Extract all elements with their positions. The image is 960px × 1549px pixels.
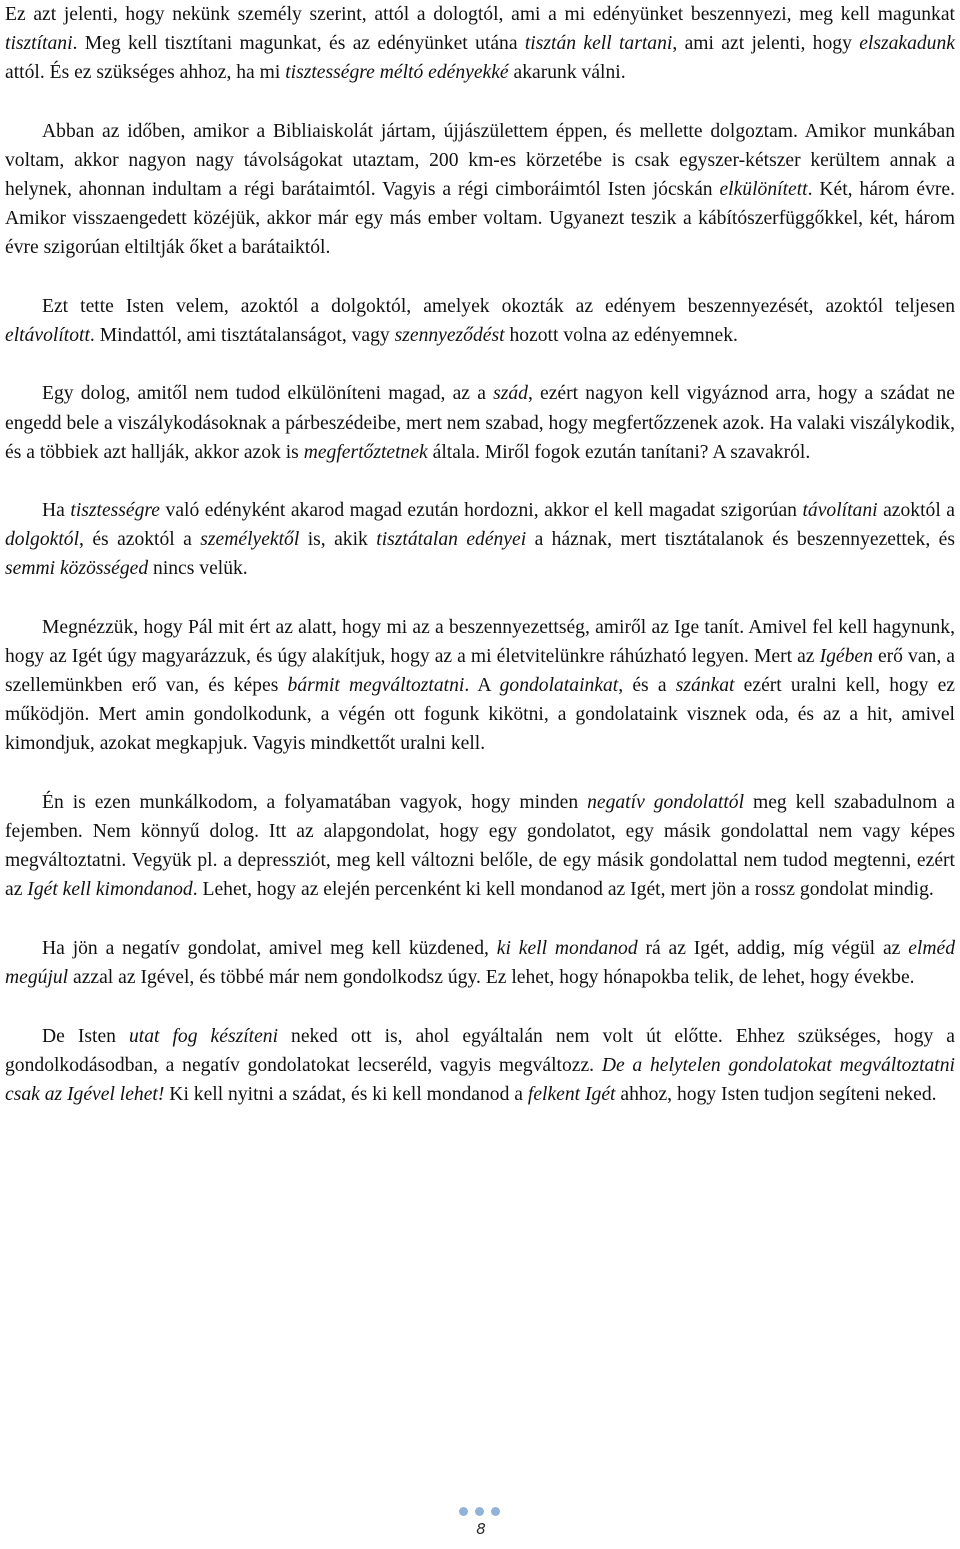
paragraph-4 xyxy=(5,379,955,466)
text-run: . Meg kell tisztítani magunkat, és az edényünket utána xyxy=(72,33,525,55)
text-run: akarunk válni. xyxy=(508,62,626,84)
text-run: , és azoktól a xyxy=(79,529,201,551)
paragraph-3 xyxy=(5,292,955,350)
text-run: Megnézzük, hogy Pál mit ért az alatt, hogy mi az a beszennyezettség, amiről az Ige tanít. Amivel fel kell hagynunk, hogy az Igét úgy magyarázzuk, és úgy alakítjuk, hogy az a mi életvitelünkre ráhúzható legyen. Mert az xyxy=(5,617,955,668)
italic-run: távolítani xyxy=(802,500,878,522)
italic-run: ki kell mondanod xyxy=(496,937,638,959)
text-run: a háznak, mert tisztátalanok és beszennyezettek, és xyxy=(526,529,955,551)
italic-run: megfertőztetnek xyxy=(303,441,428,463)
text-run: erő van, a szellemünkben erő van, és képes xyxy=(5,646,955,697)
text-run: , ami azt jelenti, hogy xyxy=(672,33,860,55)
text-run: azzal az Igével, és többé már nem gondolkodsz úgy. Ez lehet, hogy hónapokba telik, de lehet, hogy évekbe. xyxy=(68,966,915,988)
page-number: 8 xyxy=(476,1520,486,1538)
text-run: De Isten xyxy=(42,1025,129,1047)
text-run: , és a xyxy=(618,675,676,697)
paragraph-9 xyxy=(5,1022,955,1109)
text-run: való edényként akarod magad ezután hordozni, akkor el kell magadat szigorúan xyxy=(160,500,803,522)
italic-run: szennyeződést xyxy=(394,324,505,346)
italic-run: elkülönített xyxy=(719,178,808,200)
italic-run: Igében xyxy=(819,646,873,668)
italic-run: dolgoktól xyxy=(5,529,80,551)
page-footer xyxy=(0,1500,960,1545)
paragraph-5 xyxy=(5,496,955,583)
text-run: neked ott is, ahol egyáltalán nem volt út előtte. Ehhez szükséges, hogy a gondolkodásodban, a negatív gondolatokat lecseréld, vagyis megváltozz. xyxy=(5,1025,955,1076)
italic-run: tisztítani xyxy=(5,33,73,55)
text-run: , ezért nagyon kell vigyáznod arra, hogy a szádat ne engedd bele a viszálykodásoknak a párbeszédeibe, mert nem szabad, hogy megfertőzzenek azok. Ha valaki viszálykodik, és a többiek azt hallják, akkor azok is xyxy=(5,383,955,463)
text-run: Ez azt jelenti, hogy nekünk személy szerint, attól a dologtól, ami a mi edényünket beszennyezi, meg kell magunkat xyxy=(5,4,955,25)
text-run: Ha jön a negatív gondolat, amivel meg kell küzdened, xyxy=(42,937,497,959)
text-run: rá az Igét, addig, míg végül az xyxy=(637,937,909,959)
text-run: hozott volna az edényemnek. xyxy=(504,324,738,346)
italic-run: tisztességre méltó edényekké xyxy=(285,62,509,84)
text-run: Én is ezen munkálkodom, a folyamatában vagyok, hogy minden xyxy=(42,791,588,813)
italic-run: személyektől xyxy=(200,529,300,551)
text-run: Egy dolog, amitől nem tudod elkülöníteni magad, az a xyxy=(42,383,494,405)
text-run: nincs velük. xyxy=(148,558,248,580)
italic-run: felkent Igét xyxy=(527,1083,616,1105)
italic-run: tisztességre xyxy=(70,500,160,522)
text-run: attól. És ez szükséges ahhoz, ha mi xyxy=(5,62,286,84)
italic-run: bármit megváltoztatni xyxy=(287,675,465,697)
text-run: is, akik xyxy=(299,529,377,551)
text-run: Abban az időben, amikor a Bibliaiskolát jártam, újjászülettem éppen, és mellette dolgoztam. Amikor munkában voltam, akkor nagyon nagy távolságokat utaztam, 200 km-es körzetébe is csak egyszer-kétszer kerültem annak a helynek, ahonnan indultam a régi barátaimtól. Vagyis a régi cimboráimtól Isten jócskán xyxy=(5,120,955,200)
text-run: . Mindattól, ami tisztátalanságot, vagy xyxy=(89,324,395,346)
italic-run: elméd megújul xyxy=(5,937,956,988)
italic-run: szád xyxy=(493,383,528,405)
italic-run: szánkat xyxy=(675,675,735,697)
text-run: . Két, három évre. Amikor visszaengedett közéjük, akkor már egy más ember voltam. Ugyanezt teszik a kábítószerfüggőkkel, két, három évre szigorúan eltiltják őket a barátaiktól. xyxy=(5,178,956,259)
text-run: azoktól a xyxy=(877,500,955,522)
italic-run: utat fog készíteni xyxy=(128,1025,279,1047)
text-run: ahhoz, hogy Isten tudjon segíteni neked. xyxy=(615,1083,937,1105)
italic-run: tisztátalan edényei xyxy=(376,529,527,551)
text-run: . Lehet, hogy az elején percenként ki kell mondanod az Igét, mert jön a rossz gondolat mindig. xyxy=(192,879,934,901)
paragraph-6 xyxy=(5,613,955,758)
text-run: ezért uralni kell, hogy ez működjön. Mert amin gondolkodunk, a végén ott fogunk kikötni, a gondolataink visznek oda, és az a hit, amivel kimondjuk, azokat megkapjuk. Vagyis mindkettőt uralni kell. xyxy=(5,675,955,755)
text-run: általa. Miről fogok ezután tanítani? A szavakról. xyxy=(427,441,811,463)
italic-run: negatív gondolattól xyxy=(587,791,745,813)
italic-run: tisztán kell tartani xyxy=(524,33,673,55)
paragraph-8 xyxy=(5,934,955,992)
italic-run: eltávolított xyxy=(5,324,90,346)
footer-ornament-icon xyxy=(459,1507,501,1517)
text-run: Ha xyxy=(42,500,71,522)
text-run: . A xyxy=(464,675,500,697)
text-run: Ki kell nyitni a szádat, és ki kell mondanod a xyxy=(164,1083,528,1105)
italic-run: elszakadunk xyxy=(859,33,955,55)
text-run: meg kell szabadulnom a fejemben. Nem könnyű dolog. Itt az alapgondolat, hogy egy gondolatot, egy másik gondolattal nem vagy képes megváltoztatni. Vegyük pl. a depressziót, meg kell változni belőle, de egy másik gondolattal nem tudod megtenni, ezért az xyxy=(5,791,955,901)
italic-run: Igét kell kimondanod xyxy=(27,879,193,901)
italic-run: gondolatainkat xyxy=(499,675,619,697)
italic-run: De a helytelen gondolatokat megváltoztatni csak az Igével lehet! xyxy=(5,1054,955,1105)
paragraph-2 xyxy=(5,117,955,262)
paragraph-7 xyxy=(5,788,955,904)
document-page xyxy=(5,0,955,1109)
italic-run: semmi közösséged xyxy=(5,558,149,580)
text-run: Ezt tette Isten velem, azoktól a dolgoktól, amelyek okozták az edényem beszennyezését, azoktól teljesen xyxy=(42,295,955,317)
paragraph-1 xyxy=(5,0,955,87)
